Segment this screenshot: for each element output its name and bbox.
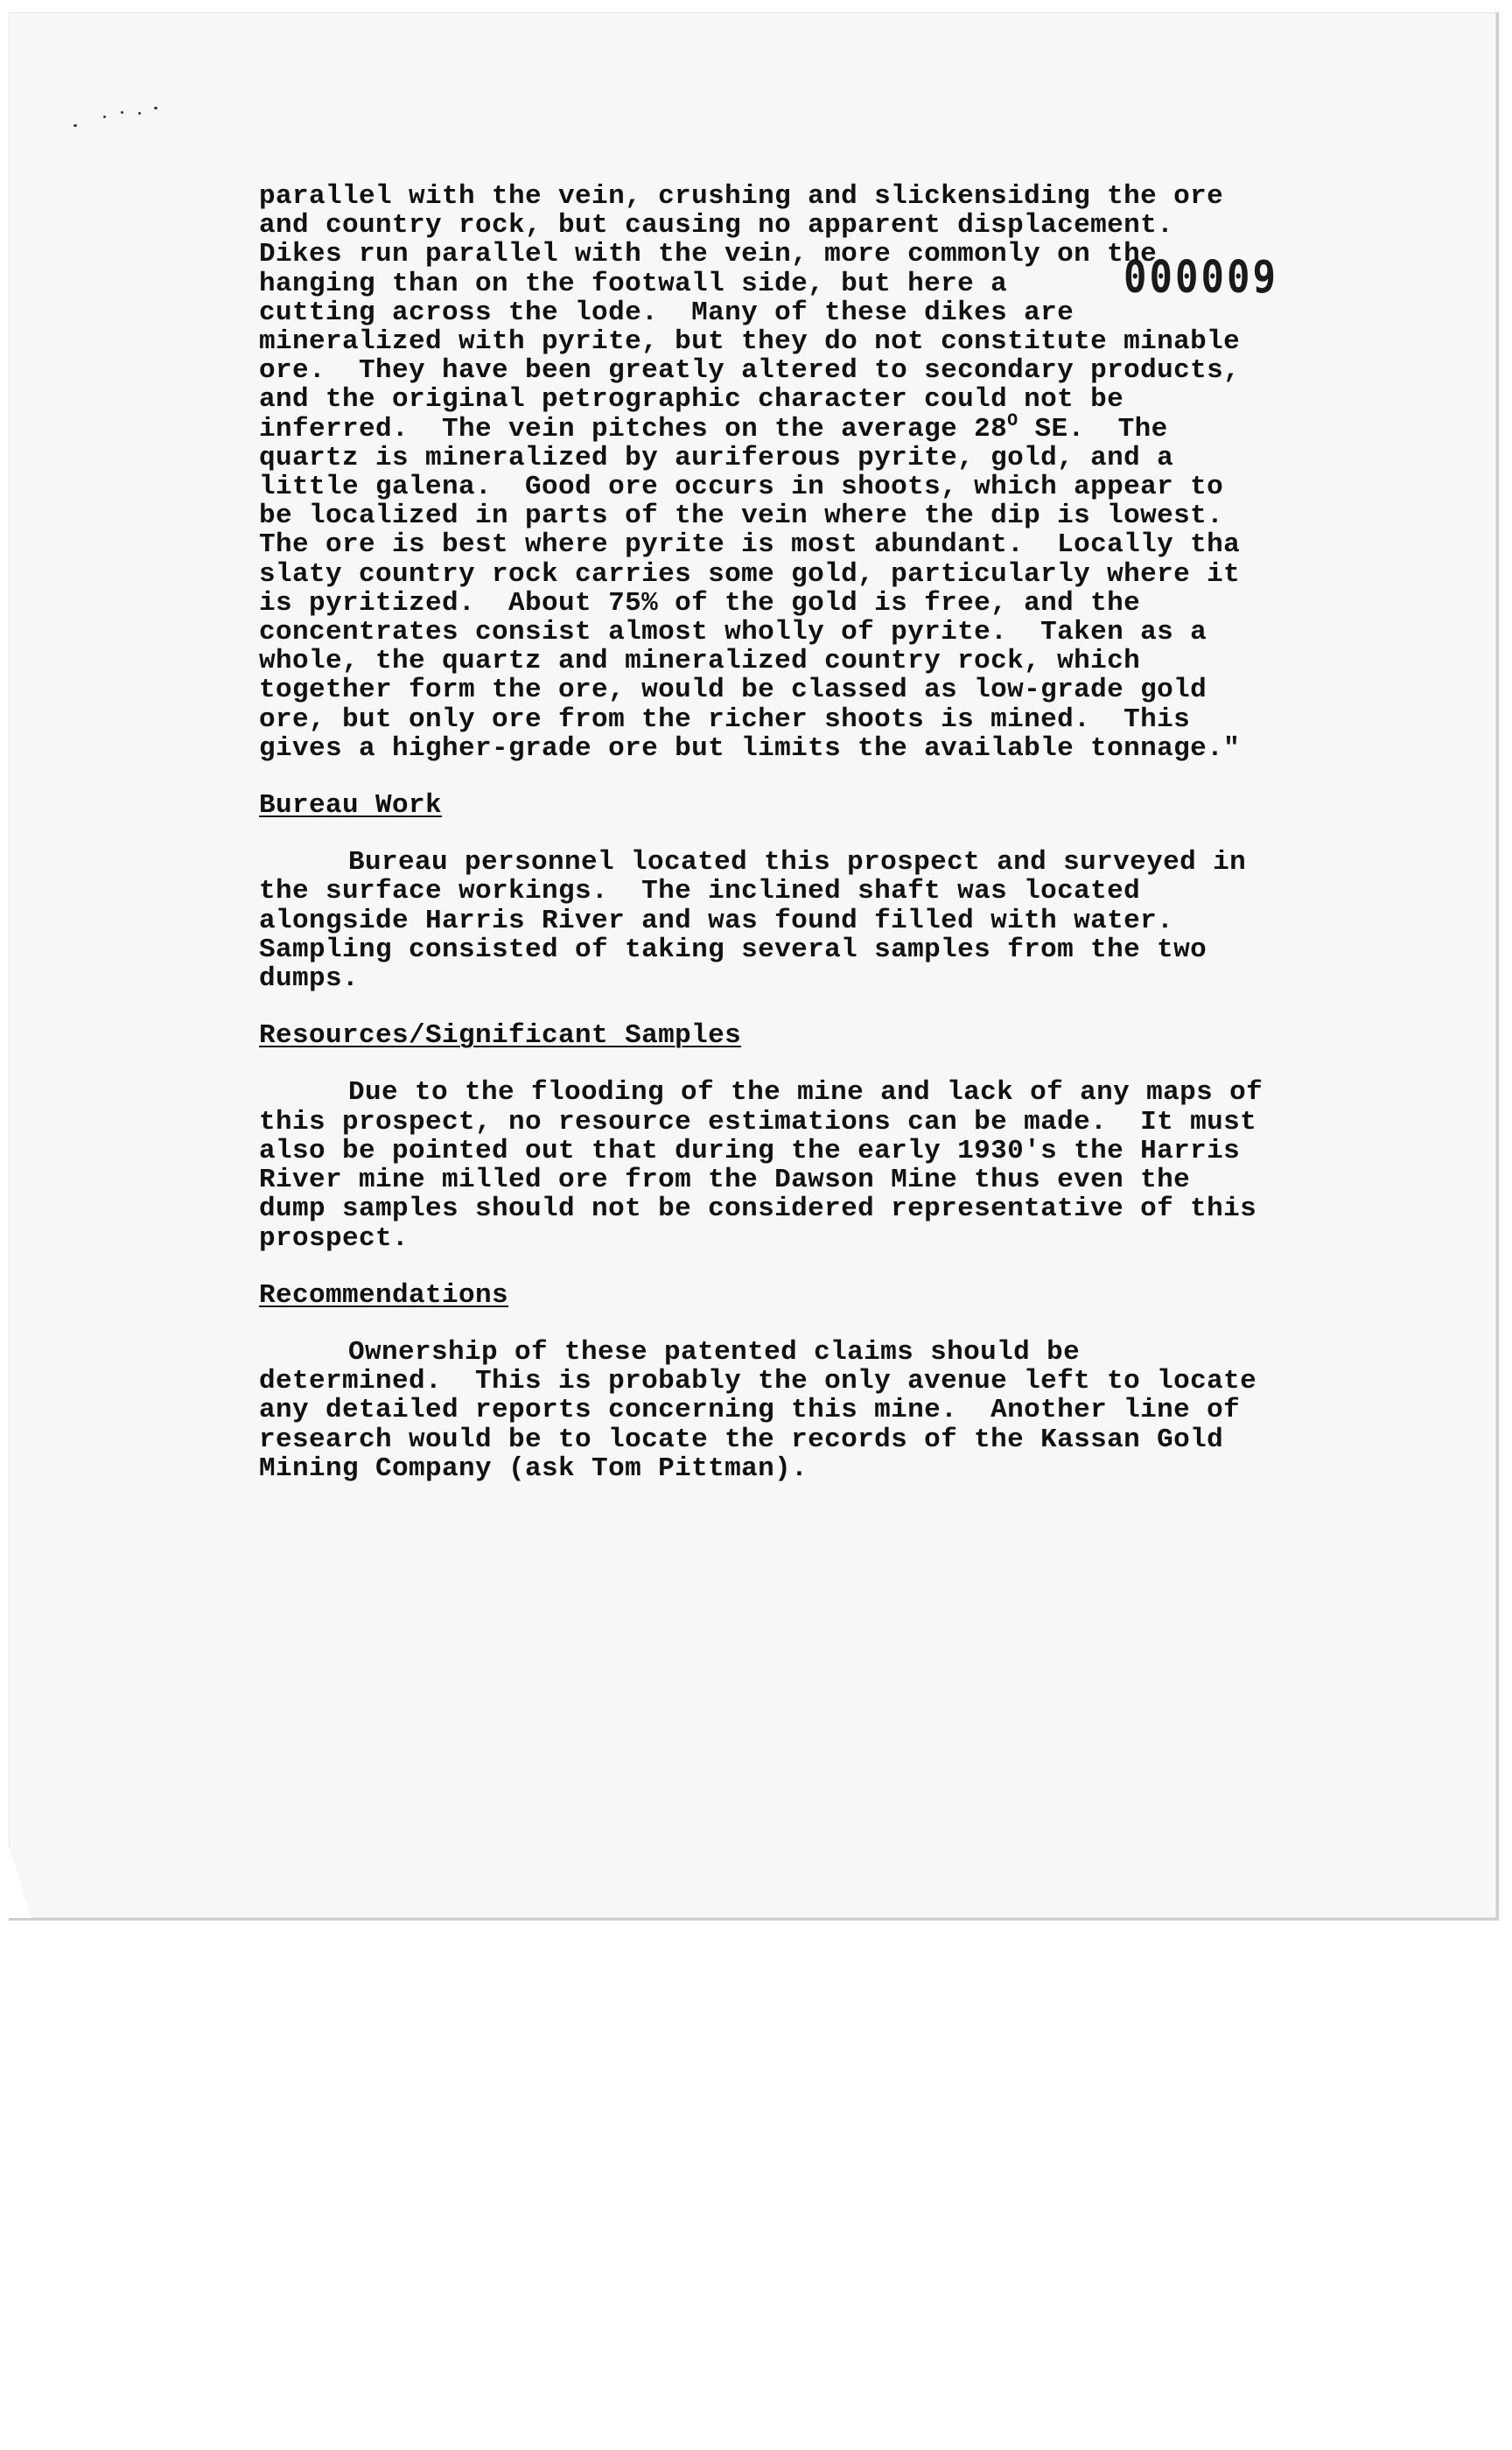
text-line: any detailed reports concerning this mine. Another line of [259,1395,1241,1426]
text-line: alongside Harris River and was found filled with water. [259,905,1174,936]
text-line: hanging than on the footwall side, but here a [259,268,1008,299]
text-line: the surface workings. The inclined shaft was located [259,876,1141,907]
page-number-stamp: 000009 [1124,252,1278,304]
text-line: ore, but only ore from the richer shoots is mined. This [259,704,1191,735]
text-fragment: SE. The [1018,413,1168,444]
document-body [259,182,1326,1483]
text-line: research would be to locate the records of the Kassan Gold [259,1424,1224,1455]
scan-speck [74,124,77,127]
text-line: Mining Company (ask Tom Pittman). [259,1452,808,1484]
text-line: little galena. Good ore occurs in shoots, which appear to [259,472,1224,503]
scan-speck [138,112,141,115]
section-heading-recommendations: Recommendations [259,1279,509,1311]
intro-paragraph [259,182,1326,763]
text-line: River mine milled ore from the Dawson Mine thus even the [259,1165,1191,1196]
text-line: prospect. [259,1222,410,1254]
text-line: ore. They have been greatly altered to secondary products, [259,355,1241,387]
recommendations-paragraph [259,1338,1326,1483]
text-line: Due to the flooding of the mine and lack of any maps of [348,1077,1264,1109]
page-folded-corner [9,1846,32,1918]
text-line: Sampling consisted of taking several samples from the two [259,934,1208,965]
text-line: mineralized with pyrite, but they do not constitute minable [259,326,1241,358]
text-line: dump samples should not be considered representative of this [259,1194,1257,1225]
scan-speck [103,116,106,118]
text-line: is pyritized. About 75% of the gold is free, and the [259,587,1141,619]
text-line: this prospect, no resource estimations can be made. It must [259,1106,1257,1138]
text-line: also be pointed out that during the early 1930's the Harris [259,1135,1241,1166]
text-line: concentrates consist almost wholly of pyrite. Taken as a [259,617,1208,648]
text-line: Bureau personnel located this prospect and surveyed in [348,847,1247,878]
text-line-with-degree [259,410,1326,444]
text-line: parallel with the vein, crushing and slickensiding the ore [259,181,1224,212]
text-line: Ownership of these patented claims should be [348,1336,1081,1368]
text-line: Dikes run parallel with the vein, more commonly on the [259,239,1158,270]
resources-paragraph [259,1078,1326,1252]
bureau-work-paragraph [259,848,1326,993]
scan-speck [121,111,123,114]
text-line: gives a higher-grade ore but limits the available tonnage." [259,732,1241,764]
text-line: determined. This is probably the only avenue left to locate [259,1366,1257,1397]
text-line: whole, the quartz and mineralized country rock, which [259,646,1141,677]
section-heading-bureau-work: Bureau Work [259,790,443,822]
text-line: together form the ore, would be classed as low-grade gold [259,675,1208,706]
text-line: be localized in parts of the vein where the dip is lowest. [259,500,1224,532]
text-fragment: inferred. The vein pitches on the average 28 [259,413,1008,444]
text-line: The ore is best where pyrite is most abundant. Locally tha [259,529,1241,561]
text-line: and the original petrographic character could not be [259,384,1124,416]
section-heading-resources: Resources/Significant Samples [259,1020,742,1052]
text-line: cutting across the lode. Many of these dikes are [259,297,1074,328]
degree-symbol: O [1007,410,1018,431]
text-line: slaty country rock carries some gold, particularly where it [259,558,1241,590]
text-line: dumps. [259,963,360,995]
text-line: and country rock, but causing no apparent displacement. [259,210,1174,242]
scan-speck [154,107,158,109]
text-line: quartz is mineralized by auriferous pyrite, gold, and a [259,442,1174,473]
